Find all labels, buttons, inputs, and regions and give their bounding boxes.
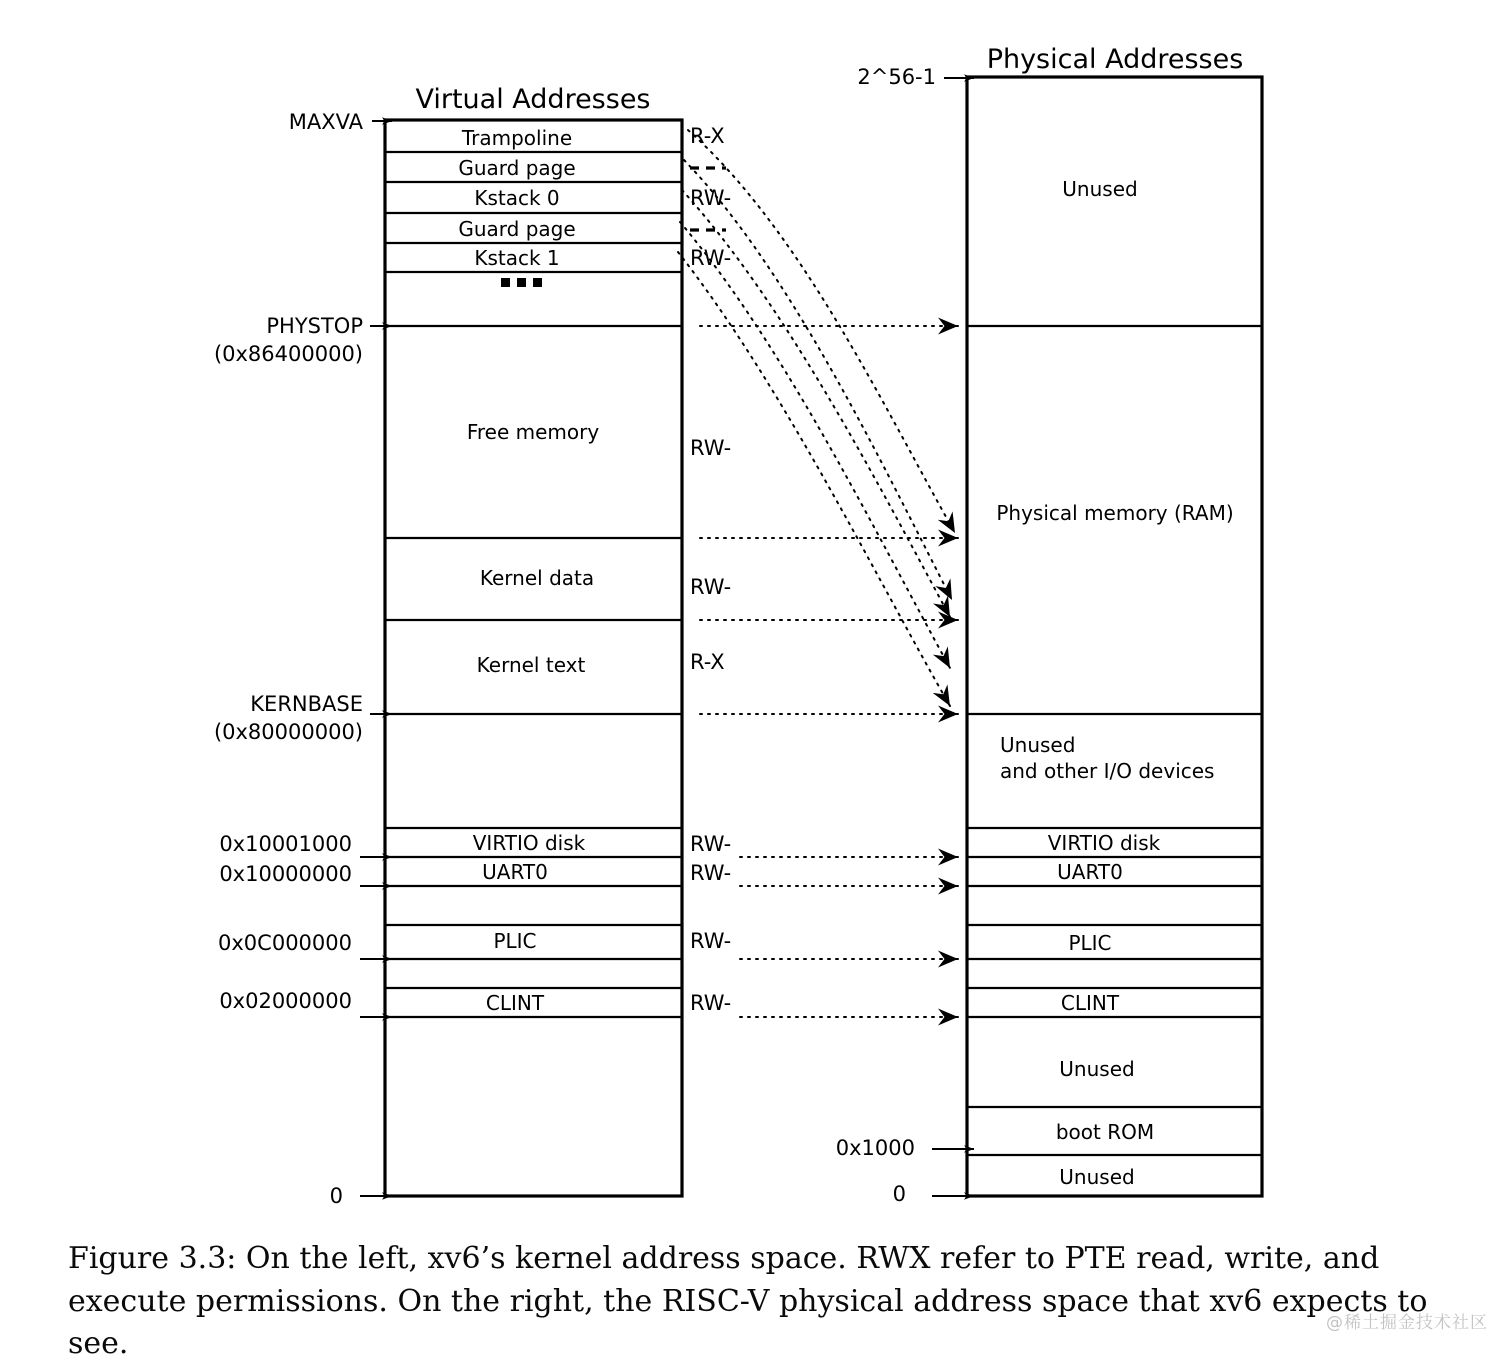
virtual-region-free-memory: Free memory [466,420,600,444]
marker-kernbase [214,692,392,744]
virtual-region-kstack-1: Kstack 1 [474,246,560,270]
virtual-region-kernel-data: Kernel data [479,566,595,590]
maplink-kstack1-to-ram [678,252,950,706]
marker-0x1000 [836,1136,974,1160]
virtual-region-ellipsis [501,278,542,287]
virtual-region-virtio-disk: VIRTIO disk [472,831,586,855]
marker-0x0C000000 [218,931,392,959]
marker-0x10000000 [219,862,392,886]
marker-0x10000000-label: 0x10000000 [219,862,352,886]
virtual-title: Virtual Addresses [415,84,651,115]
marker-0x02000000-label: 0x02000000 [219,989,352,1013]
physical-region-clint: CLINT [1060,991,1120,1015]
physical-region-plic: PLIC [1068,931,1112,955]
marker-phystop [214,314,392,366]
virtual-region-kernel-text: Kernel text [476,653,586,677]
marker-maxva-label: MAXVA [288,110,363,134]
physical-region-io-line2: and other I/O devices [1000,759,1215,783]
marker-2-56-1-label: 2^56-1 [857,65,936,89]
virtual-region-uart0: UART0 [482,860,548,884]
virtual-region-plic: PLIC [493,929,537,953]
marker-2-56-1 [857,65,974,89]
physical-region-virtio-disk: VIRTIO disk [1047,831,1161,855]
perm-trampoline: R-X [690,124,725,148]
physical-region-unused-mid: Unused [1059,1057,1135,1081]
perm-kstack-1: RW- [690,246,732,270]
physical-region-boot-rom: boot ROM [1055,1120,1155,1144]
physical-address-box [967,77,1262,1196]
physical-region-unused-bottom: Unused [1059,1165,1135,1189]
marker-physical-zero-label: 0 [892,1182,906,1206]
marker-virtual-zero-label: 0 [329,1184,343,1208]
marker-phystop-sublabel: (0x86400000) [213,342,363,366]
perm-kernel-text: R-X [690,650,725,674]
virtual-region-guard-page-1: Guard page [458,217,576,241]
marker-kernbase-label: KERNBASE [250,692,363,716]
marker-maxva [289,110,392,134]
marker-0x0C000000-label: 0x0C000000 [218,931,352,955]
perm-free-memory: RW- [690,436,732,460]
marker-virtual-zero [330,1184,392,1208]
marker-0x10001000-label: 0x10001000 [219,832,352,856]
marker-physical-zero [893,1182,974,1206]
physical-region-uart0: UART0 [1057,860,1123,884]
perm-clint: RW- [690,991,732,1015]
virtual-region-guard-page-0: Guard page [458,156,576,180]
perm-uart0: RW- [690,861,732,885]
marker-0x1000-label: 0x1000 [835,1136,915,1160]
marker-0x10001000 [219,832,392,857]
perm-kernel-data: RW- [690,575,732,599]
virtual-region-trampoline: Trampoline [461,126,573,150]
perm-plic: RW- [690,929,732,953]
marker-kernbase-sublabel: (0x80000000) [213,720,363,744]
marker-0x02000000 [219,989,392,1017]
marker-phystop-label: PHYSTOP [266,314,363,338]
perm-virtio-disk: RW- [690,832,732,856]
physical-region-io-line1: Unused [1000,733,1076,757]
figure-caption: Figure 3.3: On the left, xv6’s kernel address space. RWX refer to PTE read, write, and execute permissions. On the right, the RISC-V physical address space that xv6 expects to see. [68,1241,1428,1362]
physical-region-unused-top: Unused [1062,177,1138,201]
perm-kstack-0: RW- [690,186,732,210]
virtual-region-clint: CLINT [485,991,545,1015]
watermark-text: @稀土掘金技术社区 [1326,1313,1488,1333]
physical-title: Physical Addresses [986,44,1244,75]
virtual-region-kstack-0: Kstack 0 [474,186,560,210]
physical-region-ram: Physical memory (RAM) [996,501,1234,525]
